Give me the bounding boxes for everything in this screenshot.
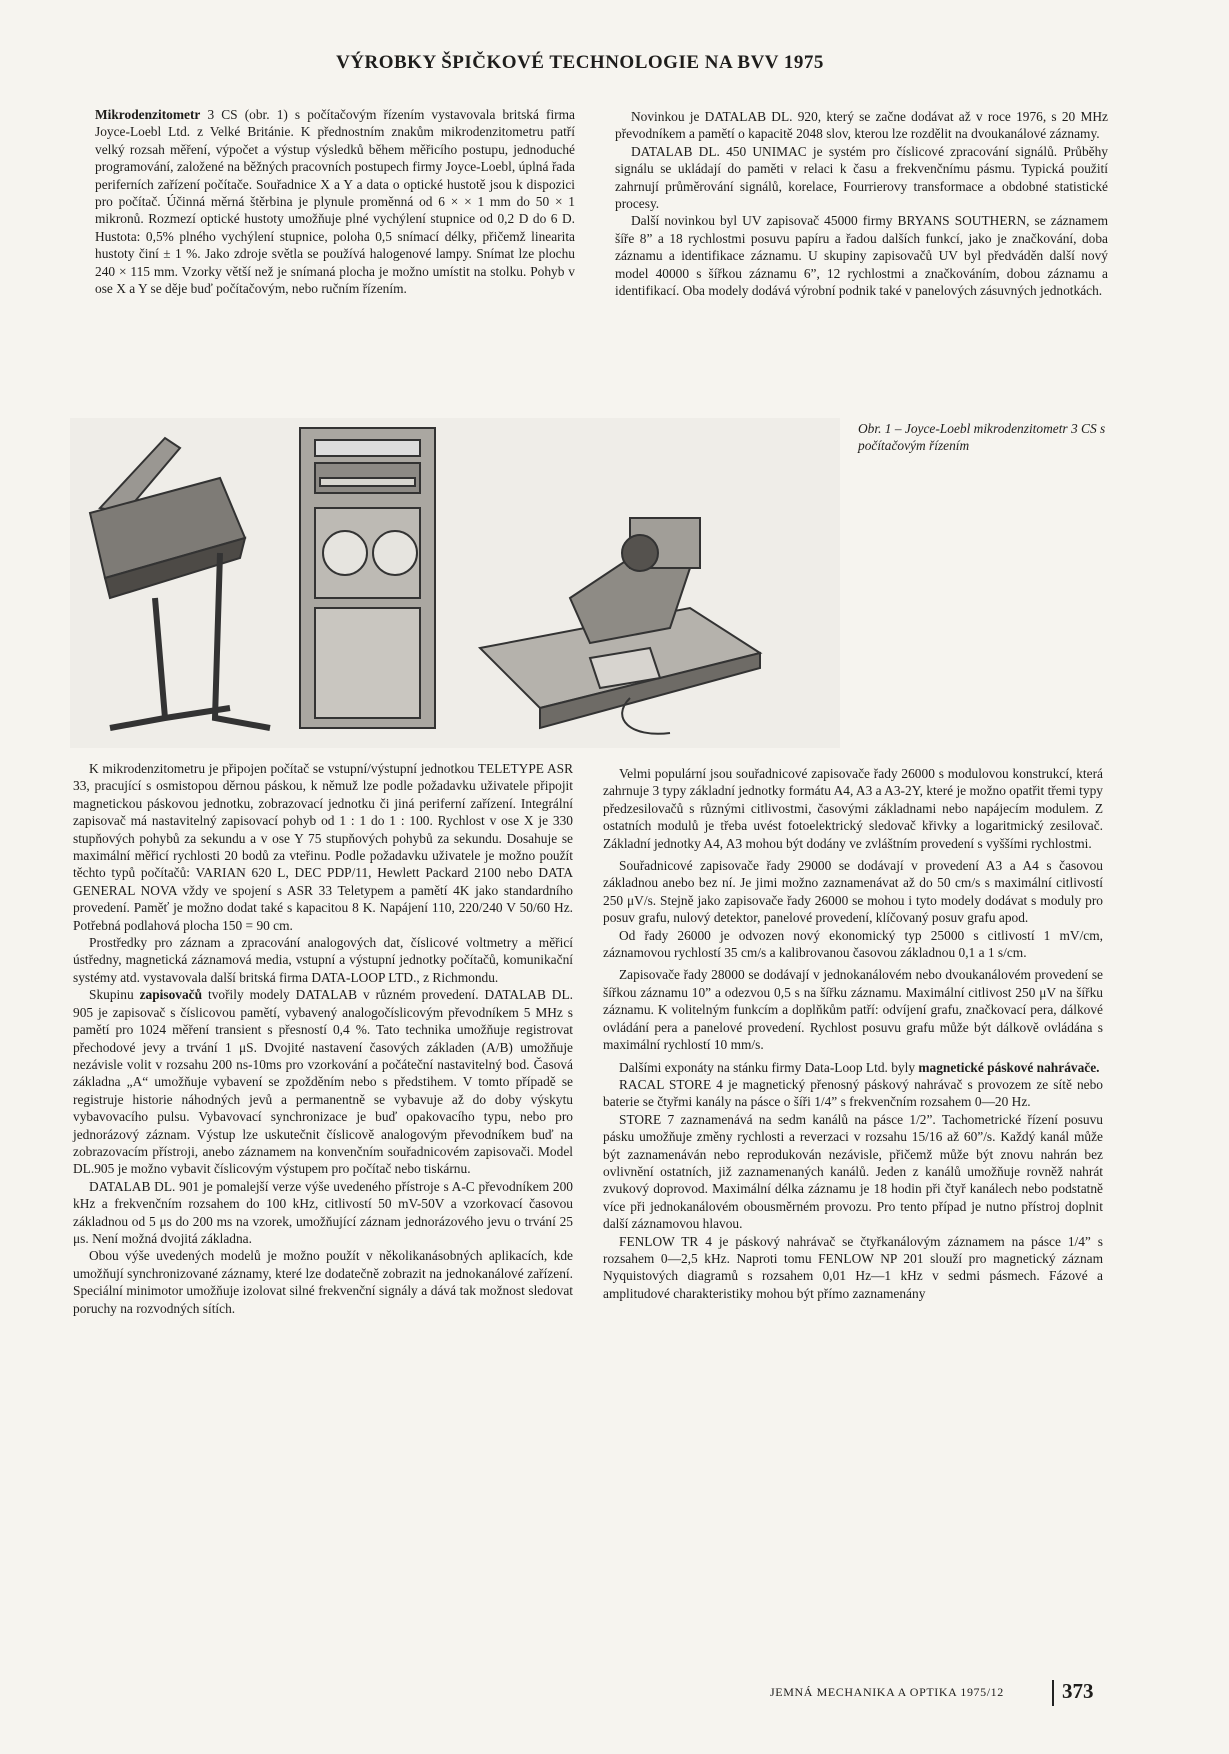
page-title: VÝROBKY ŠPIČKOVÉ TECHNOLOGIE NA BVV 1975 [336, 52, 824, 73]
paragraph: Obou výše uvedených modelů je možno použít v několikanásobných aplikacích, kde umožňují synchronizované záznamy, které lze dodatečně zobrazit na jednokanálové zařízení. Speciální minimotor umožňuje izolovat silné frekvenční signály a dává tak možnost sledovat poruchy na rozvodných sítích. [73, 1248, 573, 1316]
paragraph: Od řady 26000 je odvozen nový ekonomický typ 25000 s citlivostí 1 mV/cm, záznamovou rychlostí 35 cm/s a kalibrovanou časovou základnou 0,1 a 1 s/cm. [603, 927, 1103, 961]
paragraph: Novinkou je DATALAB DL. 920, který se začne dodávat až v roce 1976, s 20 MHz převodníkem a pamětí o kapacitě 2048 slov, kterou lze rozdělit na dvoukanálové záznamy. [615, 109, 1108, 142]
text-run: Dalšími exponáty na stánku firmy Data-Loop Ltd. byly [619, 1059, 919, 1075]
top-left-column [95, 106, 575, 297]
paragraph [603, 1059, 1103, 1076]
journal-footer: JEMNÁ MECHANIKA A OPTIKA 1975/12 [770, 1685, 1004, 1699]
figure-caption: Obr. 1 – Joyce-Loebl mikrodenzitometr 3 CS s počítačovým řízením [858, 421, 1106, 454]
bold-term: zapisovačů [139, 987, 203, 1003]
teletype-terminal [90, 438, 270, 728]
paragraph: Velmi populární jsou souřadnicové zapisovače řady 26000 s modulovou konstrukcí, která zahrnuje 3 typy základní jednotky formátu A4, A3 a A3-2Y, které je možno opatřit třemi typy předzesilovačů s různými citlivostmi, časovými základnami nebo napájecím modulem. Z ostatních modulů je třeba uvést fotoelektrický sledovač křivky a logaritmický zesilovač. Základní jednotky A4, A3 mohou být dodány ve zvláštním provedení s vyššími rychlostmi. [603, 766, 1103, 851]
microdensitometer-photo [70, 418, 840, 748]
bottom-left-column [73, 760, 573, 1317]
paragraph: RACAL STORE 4 je magnetický přenosný páskový nahrávač s provozem ze sítě nebo baterie se čtyřmi kanály na pásce o šíři 1/4” s frekvenčním rozsahem 0—20 Hz. [603, 1076, 1103, 1110]
footer-divider [1052, 1680, 1054, 1706]
paragraph: DATALAB DL. 450 UNIMAC je systém pro číslicové zpracování signálů. Průběhy signálu se ukládají do paměti v relaci k času a frekvenčnímu pásmu. Typická použití zahrnují průměrování signálů, korelace, Fourrierovy transformace a obdobné statistické procesy. [615, 143, 1108, 212]
figure-photo [70, 418, 840, 748]
text-run: tvořily modely DATALAB v různém provedení. DATALAB DL. 905 je zapisovač s číslicovou pamětí, vybavený analogočíslicovým převodníkem 5 MHz s pamětí pro 1024 měření transient s přesností 0,4 %. Tato technika umožňuje registrovat přechodové jevy a trvání 1 μS. Dvojité nastavení časových základen (A/B) umožňuje nezávisle volit v rozsahu 200 ns-10ms pro vzorkování a počáteční nastavitelný bod. Časová základna „A“ umožňuje vybavení se zpožděním nebo s předstihem. V tomto případě se registruje historie náhodných jevů a permanentně se vybavuje až do doby výskytu vybavovacího pulsu. Vybavovací synchronizace je buď opakovacího typu, nebo pro jednorázový záznam. Výstup lze uskutečnit číslicově analogovým převodníkem buď na zobrazovacím přístroji, anebo záznamem na konvenčním souřadnicovém zapisovači. Model DL.905 je možno vybavit číslicovým výstupem pro počítač nebo tiskárnu. [73, 987, 573, 1177]
paragraph: Další novinkou byl UV zapisovač 45000 firmy BRYANS SOUTHERN, se záznamem šíře 8” a 18 rychlostmi posuvu papíru a řadou dalších funkcí, jako je značkování, doba záznamu a identifikace záznamu. U skupiny zapisovačů UV byl předváděn další nový model 40000 s šířkou záznamu 6”, 12 rychlostmi a značkováním, dobou záznamu a identifikací. Oba modely dodává výrobní podnik také v panelových zásuvných jednotkách. [615, 213, 1108, 299]
paragraph: Prostředky pro záznam a zpracování analogových dat, číslicové voltmetry a měřicí ústředny, magnetická záznamová media, vstupní a výstupní jednotky počítačů, komunikační systémy atd. vystavovala další britská firma DATA-LOOP LTD., z Richmondu. [73, 935, 573, 985]
text-run: Skupinu [89, 987, 140, 1003]
microdensitometer-unit [480, 518, 760, 734]
paragraph: K mikrodenzitometru je připojen počítač se vstupní/výstupní jednotkou TELETYPE ASR 33, pracující s osmistopou děrnou páskou, k němuž lze podle požadavku uživatele připojit magnetickou páskovou jednotku, zobrazovací jednotku či jiná periferní zařízení. Integrální zapisovač má nastavitelný zapisovací pohyb od 1 : 1 do 1 : 100. Rychlost v ose X je 330 stupňových pohybů za sekundu a v ose Y 75 stupňových pohybů za sekundu. Dosahuje se maximální měřicí rychlosti 20 bodů za vteřinu. Podle požadavku uživatele je možno použít těchto typů počítačů: VARIAN 620 L, DEC PDP/11, Hewlett Packard 2100 nebo DATA GENERAL NOVA vždy ve spojení s ASR 33 Teletypem a pamětí 4K jako standardního provedení. Paměť je možno dodat také s kapacitou 8 K. Napájení 110, 220/240 V 50/60 Hz. Potřebná podlahová plocha 150 = 90 cm. [73, 761, 573, 933]
lead-term: Mikrodenzitometr [95, 107, 201, 122]
bold-term: magnetické páskové nahrávače. [918, 1059, 1100, 1075]
paragraph: STORE 7 zaznamenává na sedm kanálů na pásce 1/2”. Tachometrické řízení posuvu pásku umožňuje změny rychlosti a reverzaci v rozsahu 15/16 až 60”/s. Každý kanál může být zaznamenáván nebo reprodukován nezávisle, přičemž může být znovu nahrán bez ovlivnění ostatních, již zaznamenaných kanálů. Jeden z kanálů umožňuje rovněž nahrát zvukový doprovod. Maximální délka záznamu je 18 hodin při čtyř kanálech nebo podstatně více při jednokanálovém obousměrném provozu. Pro tento případ je nutno přístroj doplnit další záznamovou hlavou. [603, 1111, 1103, 1232]
paragraph [73, 986, 573, 1177]
intro-text: 3 CS (obr. 1) s počítačovým řízením vystavovala britská firma Joyce-Loebl Ltd. z Velké Británie. K přednostním znakům mikrodenzitometru patří velký rozsah měření, výpočet a výstup výsledků během měřicího postupu, jednoduché programování, založené na běžných pracovních postupech firmy Joyce-Loebl, úplná řada periferních zařízení počítače. Souřadnice X a Y a data o optické hustotě jsou k dispozici pro počítač. Účinná měrná štěrbina je plynule proměnná od 6 × × 1 mm do 50 × 1 mikronů. Rozmezí optické hustoty umožňuje plné vychýlení stupnice od 0,2 D do 6 D. Hustota: 0,5% plného vychýlení stupnice, poloha 0,5 snímací délky, přičemž linearita hustoty činí ± 1 %. Jako zdroje světla se používá halogenové lampy. Snímat lze plochu 240 × 115 mm. Vzorky větší než je snímaná plocha je možno umístit na stolku. Pohyb v ose X a Y se děje buď počítačovým, nebo ručním řízením. [95, 107, 575, 297]
paragraph: Souřadnicové zapisovače řady 29000 se dodávají v provedení A3 a A4 s časovou základnou anebo bez ní. Je jimi možno zaznamenávat až do 50 cm/s s maximální citlivostí 250 μV/s. Stejně jako zapisovače řady 26000 se mohou i tyto modely dodávat s moduly pro posuv grafu, nulový detektor, panelové provedení, klíčovaný posuv grafu apod. [603, 858, 1103, 926]
page-number: 373 [1062, 1679, 1094, 1703]
bottom-right-column [603, 765, 1103, 1302]
top-right-column [615, 108, 1108, 299]
intro-paragraph [95, 106, 575, 297]
paragraph: FENLOW TR 4 je páskový nahrávač se čtyřkanálovým záznamem na pásce 1/4” s rozsahem 0—2,5 kHz. Naproti tomu FENLOW NP 201 slouží pro magnetický záznam Nyquistových diagramů s rozsahem 0,01 Hz—1 kHz v sedmi pásmech. Fázové a amplitudové charakteristiky mohou být přímo zaznamenány [603, 1233, 1103, 1301]
computer-cabinet [300, 428, 435, 728]
paragraph: DATALAB DL. 901 je pomalejší verze výše uvedeného přístroje s A-C převodníkem 200 kHz a frekvenčním rozsahem do 100 kHz, citlivostí 50 mV-50V a vzorkovací časovou základnou od 5 μs do 200 ms na vzorek, umožňující záznam jednorázového jevu o trvání 25 μs. Není možná dvojitá základna. [73, 1178, 573, 1246]
paragraph: Zapisovače řady 28000 se dodávají v jednokanálovém nebo dvoukanálovém provedení se šířkou záznamu 10” a odezvou 0,5 s na šířku záznamu. Maximální citlivost 250 μV na šířku záznamu. K volitelným funkcím a doplňkům patří: odvíjení grafu, značkovací pera, dálkové ovládání pera a panelové provedení. Rychlost posuvu grafu může být dálkově ovládána s maximální rychlostí 10 mm/s. [603, 967, 1103, 1053]
